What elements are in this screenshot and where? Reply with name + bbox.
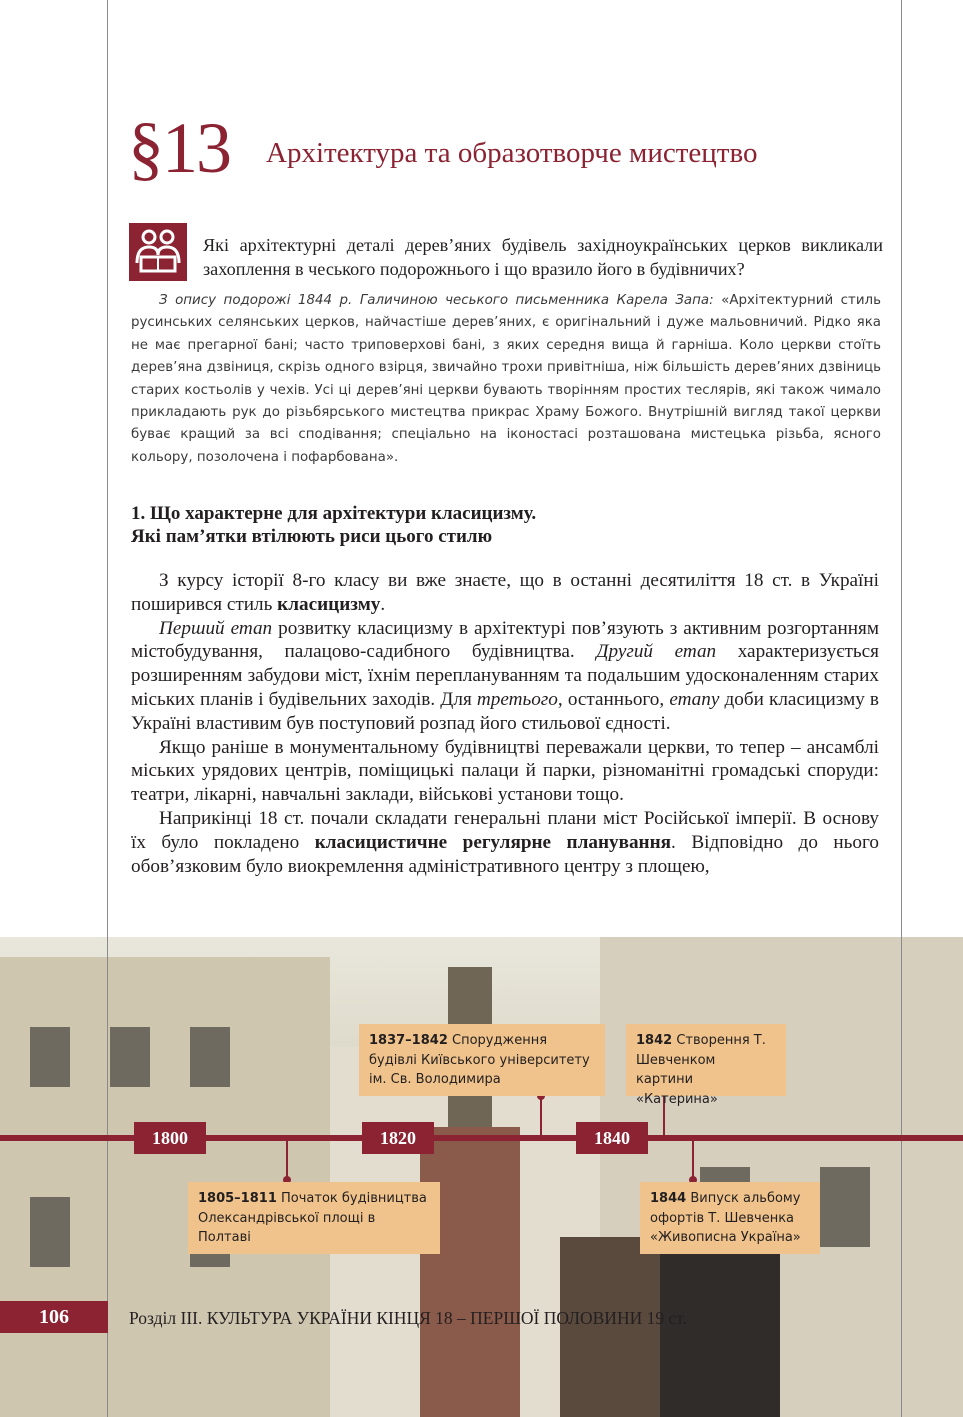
body-text	[131, 569, 879, 878]
timeline-event: 1844 Випуск альбому офортів Т. Шевченка «Живописна Україна»	[640, 1182, 820, 1254]
timeline-year: 1840	[576, 1122, 648, 1154]
timeline-stem	[540, 1096, 542, 1138]
page-number: 106	[0, 1301, 108, 1333]
timeline-event: 1805–1811 Початок будівництва Олександрівської площі в Полтаві	[188, 1182, 440, 1254]
timeline-event: 1842 Створення Т. Шевченком картини «Катерина»	[626, 1024, 786, 1096]
body-paragraph: Перший етап розвитку класицизму в архітектурі пов’язують з активним розгортанням містобудування, палацово-садибного будівництва. Другий етап характеризується розширенням забудови міст, їхнім переплануванням та подальшим удосконаленням старих міських планів і будівельних заходів. Для третього, останнього, етапу доби класицизму в Україні властивим був поступовий розпад його стильової єдності.	[131, 617, 879, 734]
body-paragraph: Якщо раніше в монументальному будівництві переважали церкви, то тепер – ансамблі міських урядових центрів, поміщицькі палаци й парки, різноманітні громадські споруди: театри, лікарні, навчальні заклади, військові установи тощо.	[131, 736, 879, 806]
timeline-year: 1820	[362, 1122, 434, 1154]
timeline-year: 1800	[134, 1122, 206, 1154]
left-margin-line	[107, 0, 108, 1417]
source-excerpt	[131, 290, 881, 469]
section-heading	[131, 502, 891, 548]
right-margin-line	[901, 0, 902, 1417]
section-heading-line1: 1. Що характерне для архітектури класицизму.	[131, 503, 537, 524]
discussion-people-icon	[129, 223, 187, 281]
odessa-street-photo	[0, 937, 963, 1417]
timeline-event: 1837–1842 Спорудження будівлі Київського університету ім. Св. Володимира	[359, 1024, 605, 1096]
paragraph-number: §13	[128, 108, 230, 188]
question-text: Які архітектурні деталі дерев’яних будівель західноукраїнських церков викликали захоплення в чеського подорожнього і що вразило його в будівничих?	[203, 235, 883, 279]
source-text: «Архітектурний стиль русинських селянських церков, найчастіше дерев’яних, є оригінальний і дуже мальовничий. Рідко яка не має прегарної бані; часто триповерхові бані, з яких середня вища й гарніша. Коло церкви стоїть дерев’яна дзвіниця, скрізь одного взірця, звичайно трохи привітніша, ніж більшість дерев’яних дзвіниць старих костьолів у чехів. Усі ці дерев’яні церкви бувають творінням простих теслярів, які також чимало прикладають рук до різьбярського мистецтва прикрас Храму Божого. Внутрішній вигляд такої церкви буває кращий за всі сподівання; спеціально на іконостасі розташована мистецька різьба, ясного кольору, позолочена і пофарбована».	[131, 293, 882, 465]
source-citation: З опису подорожі 1844 р. Галичиною чеського письменника Карела Запа:	[159, 293, 714, 308]
section-heading-line2: Які пам’ятки втілюють риси цього стилю	[131, 526, 493, 547]
chapter-running-title: Розділ ІІІ. КУЛЬТУРА УКРАЇНИ КІНЦЯ 18 – ПЕРШОЇ ПОЛОВИНИ 19 ст.	[129, 1308, 687, 1328]
paragraph-title: Архітектура та образотворче мистецтво	[266, 137, 758, 169]
body-paragraph: Наприкінці 18 ст. почали складати генеральні плани міст Російської імперії. В основу їх було покладено класицистичне регулярне планування. Відповідно до нього обов’язковим було виокремлення адміністративного центру з площею,	[131, 807, 879, 877]
body-paragraph: З курсу історії 8-го класу ви вже знаєте, що в останні десятиліття 18 ст. в Україні поширився стиль класицизму.	[131, 570, 879, 615]
